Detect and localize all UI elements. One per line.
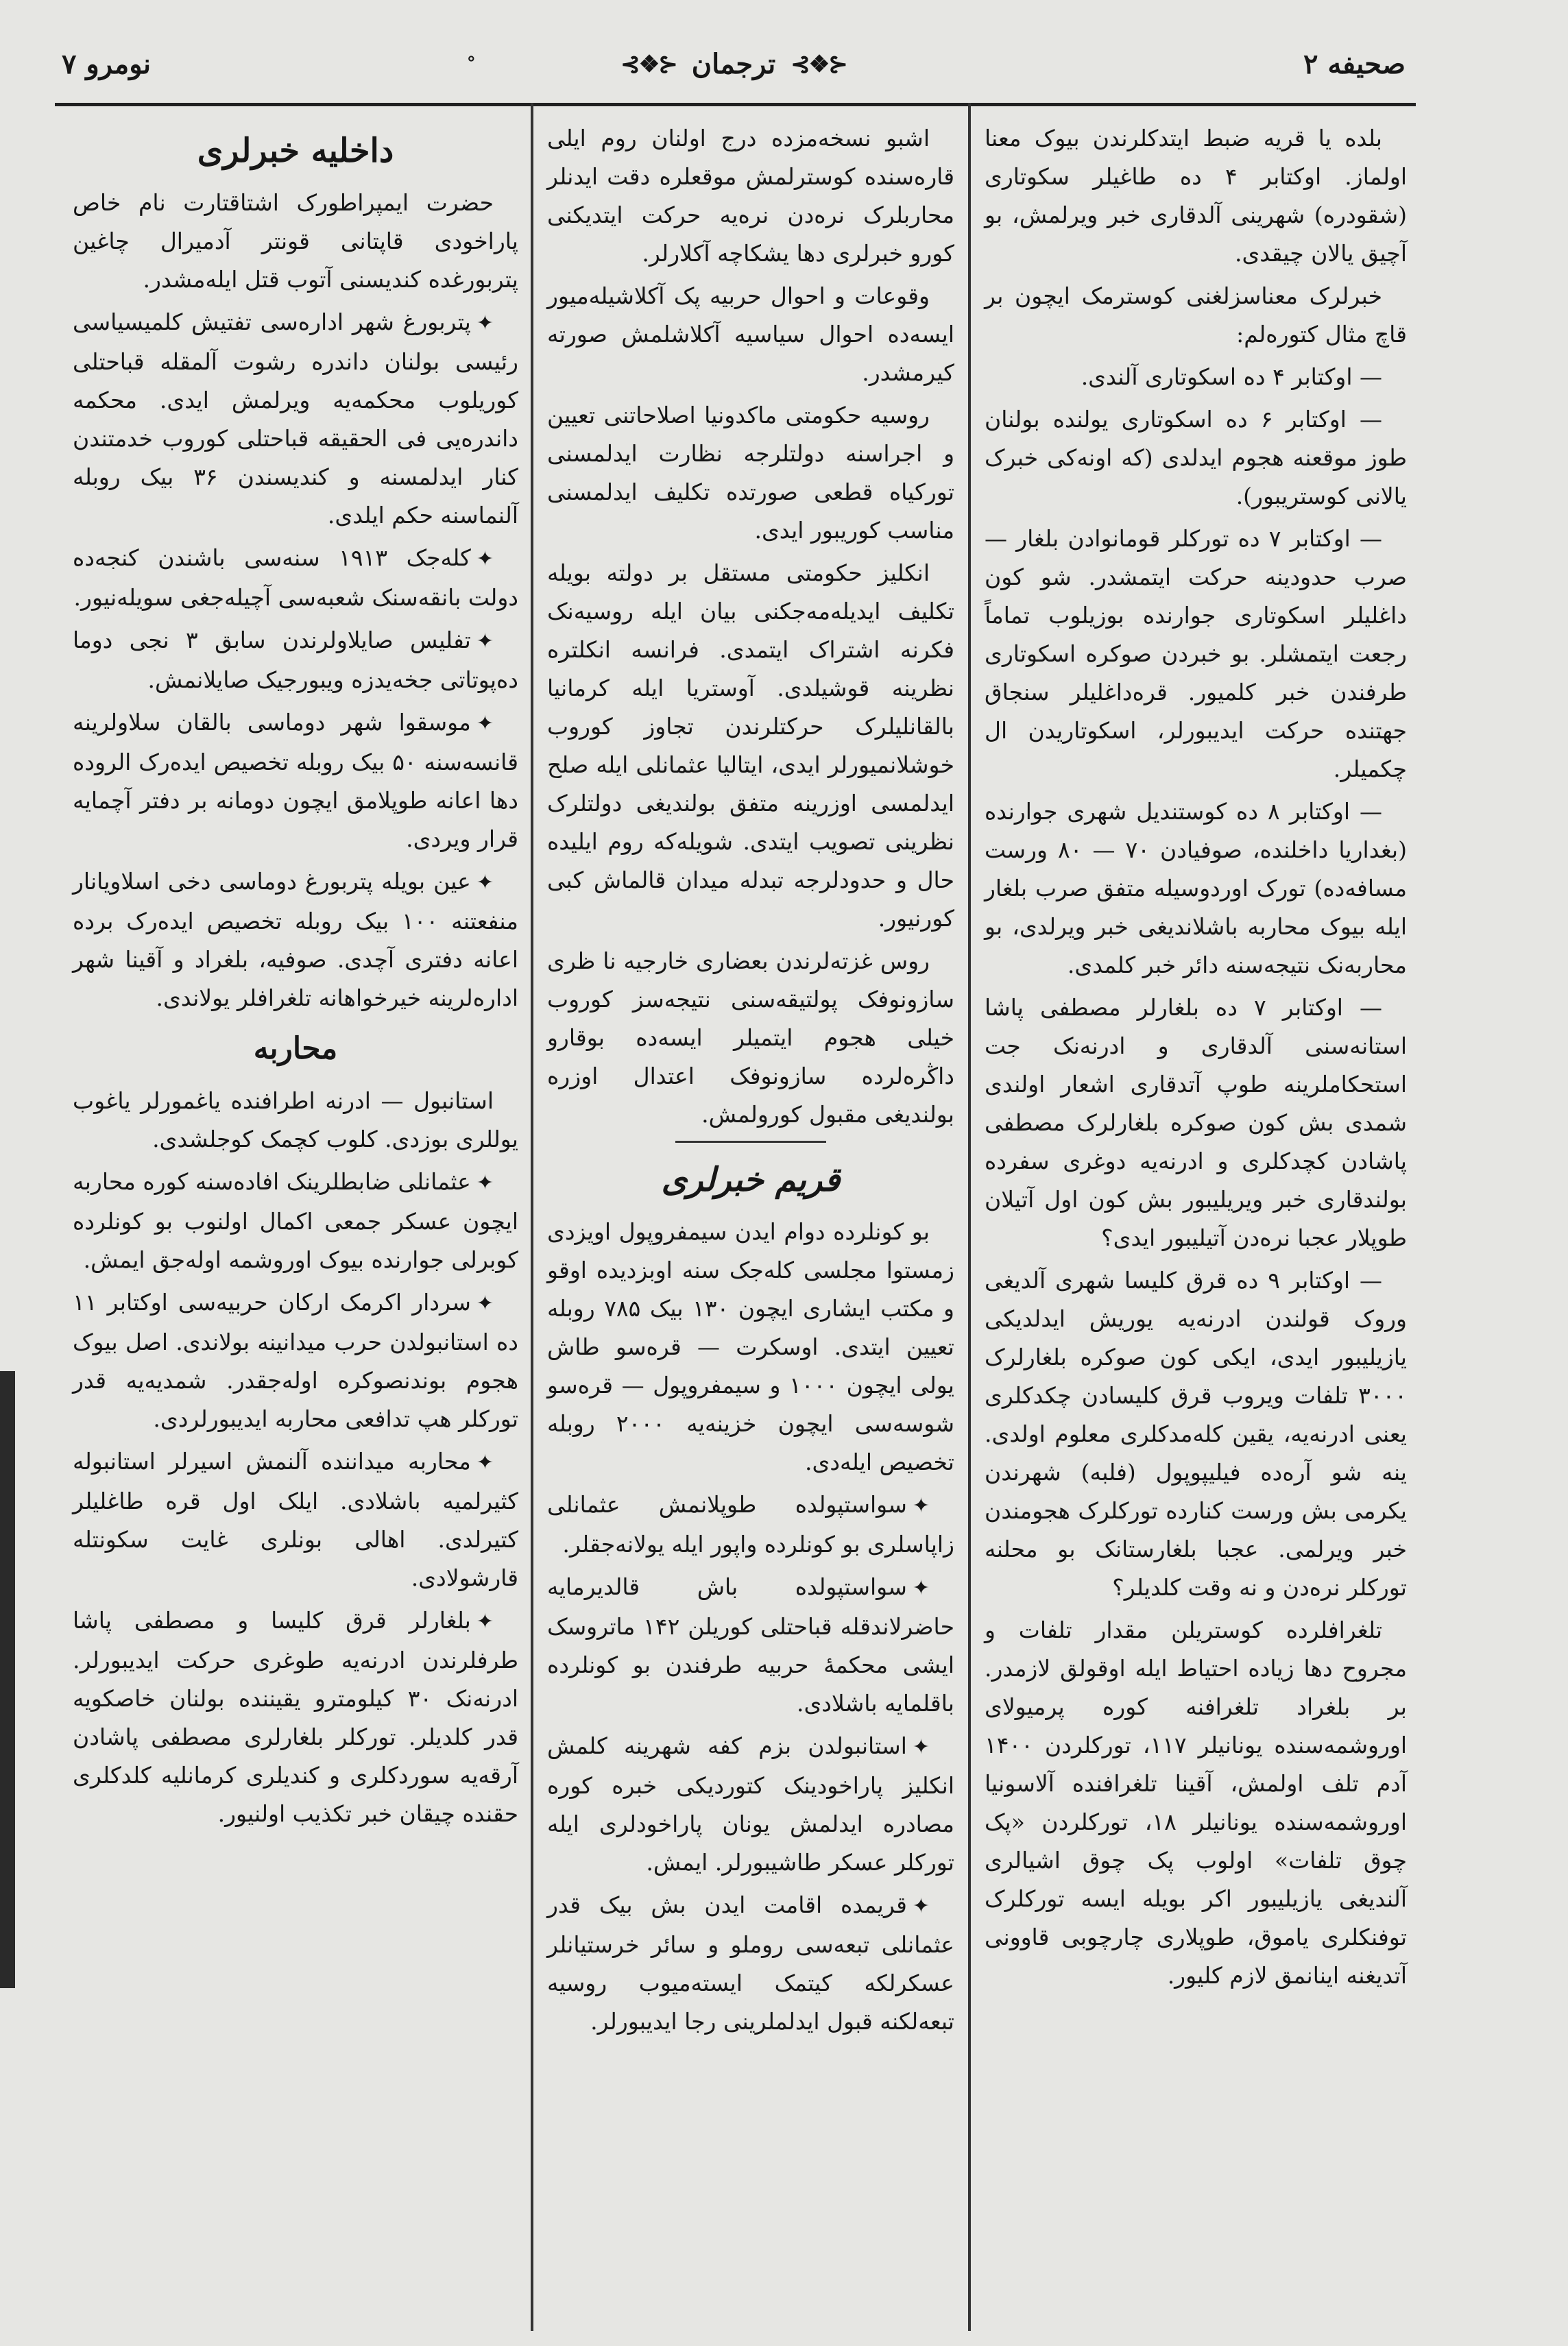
header-rule	[55, 103, 1416, 106]
ornament-dot-icon: ∘	[466, 47, 477, 71]
article-paragraph: بلده یا قریه ضبط ایتدکلرندن بیوک معنا اولماز. اوکتابر ۴ ده طاغیلر سکوتاری (شقودره) شهرینی آلدقاری خبر ویرلمش، بو آچیق یالان چیقدی.	[985, 125, 1407, 267]
diamond-bullet-icon: ✦	[476, 1451, 494, 1475]
news-item	[547, 1486, 954, 1564]
diamond-bullet-icon: ✦	[476, 1292, 494, 1316]
column-divider-left	[531, 103, 533, 2331]
masthead	[620, 48, 847, 80]
article-paragraph: استانبول — ادرنه اطرافنده یاغمورلر یاغوب یوللری بوزدی. کلوب کچمک کوجلشدی.	[73, 1087, 518, 1152]
article-paragraph: روسیه حکومتی ماکدونیا اصلاحاتنی تعیین و اجراسنه دولتلرجه نظارت ایدلمسنی تورکیاه قطعی صورتده تکلیف ایدلمسنی مناسب کوریبور ایدی.	[547, 402, 954, 544]
news-item-text: عثمانلی ضابطلرینک افادەسنه کوره محاربه ایچون عسکر جمعی اکمال اولنوب بو کونلرده کوبرلی جوارنده بیوک اوروشمه اولەجق ایمش.	[73, 1168, 518, 1273]
diamond-bullet-icon: ✦	[476, 547, 494, 571]
news-item	[73, 1442, 518, 1597]
news-item-text: استانبولدن بزم کفه شهرینه کلمش انکلیز پاراخودینک کتوردیکی خبره کوره مصادره ایدلمش یونان پاراخودلری ایله تورکلر عسکر طاشیبورلر. ایمش.	[547, 1732, 954, 1876]
news-item	[547, 1568, 954, 1723]
news-item-text: محاربه میداننده آلنمش اسیرلر استانبوله کثیرلمیه باشلادی. ایلک اول قره طاغلیلر کتیرلدی. اهالی بونلری غایت سکونتله قارشولادی.	[73, 1448, 518, 1591]
news-item-text: بلغارلر قرق کلیسا و مصطفی پاشا طرفلرندن ادرنەیه طوغری حرکت ایدیبورلر. ادرنەنک ۳۰ کیلومترو یقیننده بولنان خاصکویه قدر کلدیلر. تورکلر بلغارلری مصطفی پاشادن آرقەیه سوردکلری و کندیلری کرمانلیه کلدکلری حقنده چیقان خبر تکذیب اولنیور.	[73, 1607, 518, 1827]
column-middle	[535, 110, 967, 2303]
article-paragraph: وقوعات و احوال حربیه پک آکلاشیلەمیور ایسەده احوال سیاسیه آکلاشلمش صورته کیرمشدر.	[547, 282, 954, 386]
news-item	[73, 1163, 518, 1279]
news-item-text: کلەجک ۱۹۱۳ سنەسی باشندن کنجەده دولت بانقەسنک شعبەسی آچیلەجغی سویلەنیور.	[73, 544, 518, 611]
news-item	[547, 1727, 954, 1882]
diamond-bullet-icon: ✦	[476, 871, 494, 895]
issue-number-label: نومرو ۷	[62, 48, 152, 80]
news-item	[73, 1283, 518, 1438]
diamond-bullet-icon: ✦	[476, 712, 494, 736]
news-item-text: عین بویله پتربورغ دوماسی دخی اسلاویانار منفعتنه ۱۰۰ بیک روبله تخصیص ایدەرک برده اعانه دفتری آچدی. صوفیه، بلغراد و آقینا شهر ادارەلرینه خیرخواهانه تلغرافلر یولاندی.	[73, 868, 518, 1011]
diamond-bullet-icon: ✦	[912, 1735, 930, 1759]
article-paragraph: انکلیز حکومتی مستقل بر دولته بویله تکلیف ایدیلەمەجکنی بیان ایله روسیەنک فکرنه اشتراک ایتمدی. فرانسه انکلترە نظرینه قوشیلدی. آوستریا ایله کرمانیا بالقانلیلرک حرکتلرندن تجاوز کوروب خوشلانمیورلر ایدی، ایتالیا عثمانلی ایله صلح ایدلمسی اوزرینه متفق بولندیغی دولتلرک نظرینی تصویب ایتدی. شویلەکه روم ایلیده حال و حدودلرجه تبدله میدان قالماش کبی کورنیور.	[547, 559, 954, 932]
news-item-text: پتربورغ شهر ادارەسی تفتیش کلمیسیاسی رئیسی بولنان داندره رشوت آلمقله قباحتلی کوریلوب محکمەیه ویرلمش ایدی. محکمه داندرەیی فی الحقیقه قباحتلی کوروب خدمتندن کنار ایدلمسنه و کندیسندن ۳۶ بیک روبله آلنماسنه حکم ایلدی.	[73, 309, 518, 529]
news-item-text: سردار اکرمک ارکان حربیەسی اوکتابر ۱۱ ده استانبولدن حرب میدانینه بولاندی. اصل بیوک هجوم بوندنصوکره اولەجقدر. شمدیەیه قدر تورکلر هپ تدافعی محاربه ایدیبورلردی.	[73, 1289, 518, 1432]
news-item-text: سواستپولده باش قالدیرمایه حاضرلاندقلە قباحتلی کوریلن ۱۴۲ ماتروسک ایشی محکمۀ حربیه طرفندن بو کونلرده باقلمایه باشلادی.	[547, 1573, 954, 1717]
section-title-war: محاربه	[253, 1031, 338, 1066]
article-paragraph: خبرلرک معناسزلغنی کوسترمک ایچون بر قاچ مثال کتورەلم:	[985, 282, 1407, 348]
article-paragraph: — اوکتابر ۶ ده اسکوتاری یولنده بولنان طوز موقعنه هجوم ایدلدی (که اونەکی خبرک یالانی کوستریبور).	[985, 406, 1407, 509]
news-item-text: موسقوا شهر دوماسی بالقان سلاولرینه قانسەسنه ۵۰ بیک روبله تخصیص ایدەرک الروده دها اعانه طوپلامق ایچون دومانه بر دفتر آچمایه قرار ویردی.	[73, 709, 518, 852]
news-item	[547, 1886, 954, 2041]
ornament-right-icon: ⊰❖⊱	[791, 50, 847, 78]
diamond-bullet-icon: ✦	[912, 1494, 930, 1518]
diamond-bullet-icon: ✦	[476, 629, 494, 653]
column-left	[60, 110, 531, 2303]
article-paragraph: — اوکتابر ۸ ده کوستندیل شهری جوارنده (بغداریا داخلنده، صوفیادن ۷۰ — ۸۰ ورست مسافەده) تورک اوردوسیله متفق صرب بلغار ایله بیوک محاربه باشلاندیغی خبر ویرلدی، بو محاربەنک نتیجەسنه دائر خبر کلمدی.	[985, 798, 1407, 978]
ornament-left-icon: ⊰❖⊱	[620, 50, 677, 78]
masthead-title: ترجمان	[691, 48, 776, 80]
news-item-text: تفلیس صایلاولرندن سابق ۳ نجی دوما دەپوتاتی جخەیدزه ویبورجیک صایلانمش.	[73, 627, 518, 693]
news-item	[73, 303, 518, 535]
page-header	[62, 41, 1406, 96]
news-item	[73, 862, 518, 1017]
diamond-bullet-icon: ✦	[476, 311, 494, 335]
news-item	[73, 539, 518, 617]
article-paragraph: اشبو نسخەمزده درج اولنان روم ایلی قارەسنده کوسترلمش موقعلره دقت ایدنلر محاربلرک نرەدن نرەیه حرکت ایتدیکنی کورو خبرلری دها یشکاچه آکلارلر.	[547, 125, 954, 267]
news-item	[73, 703, 518, 858]
article-paragraph: بو کونلرده دوام ایدن سیمفروپول اویزدی زمستوا مجلسی کلەجک سنه اوبزدیده اوقو و مکتب ایشاری ایچون ۱۳۰ بیک ۷۸۵ روبله تعیین ایتدی. اوسکرت — قرەسو طاش یولی ایچون ۱۰۰۰ و سیمفروپول — قرەسو شوسەسی ایچون خزینەیه ۲۰۰۰ روبله تخصیص ایلەدی.	[547, 1218, 954, 1475]
article-paragraph: حضرت ایمپراطورک اشتاقتارت نام خاص پاراخودی قاپتانی قونتر آدمیرال چاغین پتربورغده کندیسنی آتوب قتل ایلەمشدر.	[73, 189, 518, 293]
article-paragraph: تلغرافلرده کوستریلن مقدار تلفات و مجروح دها زیاده احتیاط ایله اوقولق لازمدر. بر بلغراد تلغرافنه کوره پرمیولای اوروشمەسنده یونانیلر ۱۱۷، تورکلردن ۱۴۰۰ آدم تلف اولمش، آقینا تلغرافنده آلاسونیا اوروشمەسنده یونانیلر ۱۸، تورکلردن «پک چوق تلفات» اولوب پک چوق اشیالری آلندیغی یازیلیبور اکر بویله ایسه تورکلرک توفنکلری یاموق، طوپلاری چارچوبی قاوونی آتدیغنه اینانمق لازم کلیور.	[985, 1617, 1408, 1989]
article-paragraph: — اوکتابر ۹ ده قرق کلیسا شهری آلدیغی وروک قولندن ادرنەیه یوریش ایدلدیکی یازیلیبور ایدی، ایکی کون صوکره بلغارلرک ۳۰۰۰ تلفات ویروب قرق کلیسادن چکدکلری یعنی ادرنەیه، یقین کلەمدکلری معلوم اولدی. ینه شو آرەده فیلیپوپول (فلبه) شهرندن یکرمی بش ورست کنارده تورکلرک هجومندن خبر ویرلمی. عجبا بلغارستانک بو محلنه تورکلر نرەدن و نه وقت کلدیلر؟	[985, 1267, 1407, 1601]
scan-edge-shadow	[0, 1371, 15, 1988]
section-separator	[675, 1141, 826, 1143]
diamond-bullet-icon: ✦	[912, 1576, 930, 1600]
news-item	[73, 1601, 518, 1833]
article-paragraph: — اوکتابر ۷ ده تورکلر قومانوادن بلغار — صرب حدودینه حرکت ایتمشدر. شو کون داغلیلر اسکوتاری جوارنده بوزیلوب تماماً رجعت ایتمشلر. بو خبردن صوکره اسکوتاری طرفندن خبر کلمیور. قرەداغلیلر سنجاق جهتنده حرکت ایدیبورلر، اسکوتاریدن ال چکمیلر.	[985, 525, 1407, 782]
diamond-bullet-icon: ✦	[912, 1894, 930, 1918]
article-paragraph: — اوکتابر ۷ ده بلغارلر مصطفی پاشا استانەسنی آلدقاری و ادرنەنک جت استحکاملرینه طوپ آتدقاری اشعار اولندی شمدی بش کون صوکره بلغارلرک مصطفی پاشادن کچدکلری و ادرنەیه دوغری سفرده بولندقاری خبر ویریلیبور بش کون اول آتیلان طوپلار عجبا نرەدن آتیلیبور ایدی؟	[985, 994, 1407, 1251]
section-title-crimea-news: قریم خبرلری	[661, 1161, 841, 1199]
news-item-text: سواستپولده طوپلانمش عثمانلی زاپاسلری بو کونلرده واپور ایله یولانەجقلر.	[547, 1491, 954, 1558]
page-number-label: صحیفه ۲	[1303, 48, 1406, 80]
column-right	[972, 110, 1419, 2303]
diamond-bullet-icon: ✦	[476, 1610, 494, 1634]
article-paragraph: روس غزتەلرندن بعضاری خارجیه نا ظری سازونوفک پولتیقەسنی نتیجەسز کوروب خیلی هجوم ایتمیلر ایسەده بوقارو داڭرەلرده سازونوفک اعتدال اوزره بولندیغی مقبول کورولمش.	[547, 947, 954, 1128]
section-title-domestic-news: داخلیه خبرلری	[197, 132, 394, 170]
article-paragraph: — اوکتابر ۴ ده اسکوتاری آلندی.	[1081, 363, 1382, 390]
column-divider-right	[968, 103, 971, 2331]
diamond-bullet-icon: ✦	[476, 1171, 494, 1195]
news-item	[73, 621, 518, 699]
news-item-text: قریمده اقامت ایدن بش بیک قدر عثمانلی تبعەسی روملو و سائر خرستیانلر عسکرلکه کیتمک ایستەمیوب روسیه تبعەلکنه قبول ایدلملرینی رجا ایدیبورلر.	[547, 1891, 954, 2035]
